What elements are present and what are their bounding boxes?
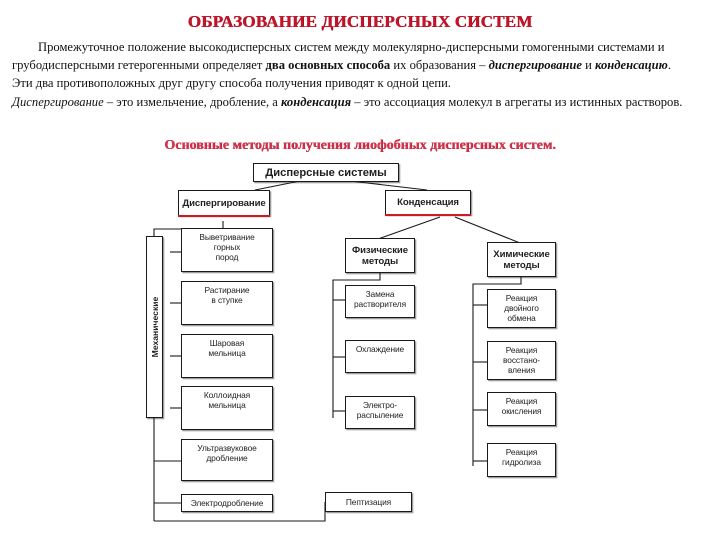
right-item-1-line3: вления (507, 365, 536, 375)
mechanical-label-text: Механические (149, 296, 160, 358)
node-left-item-4[interactable] (181, 439, 273, 481)
node-right-item-2[interactable] (487, 392, 556, 426)
mid-item-0-line1: Замена (365, 289, 395, 299)
node-left-item-2[interactable] (181, 334, 273, 378)
p1-bold: два основных способа (265, 58, 391, 73)
mid-item-1-lines (352, 344, 408, 354)
left-item-4-line2: дробление (206, 453, 248, 463)
chemical-methods-line2: методы (503, 259, 540, 271)
p1-part-a: Промежуточное положение высокодисперсных систем между молекулярно-дисперсными гомогенными системами и грубодисперсными гетерогенными определяет (12, 40, 665, 73)
mid-item-0-line2: растворителя (353, 299, 407, 309)
node-chemical-methods[interactable] (487, 242, 556, 277)
right-item-3-line2: гидролиза (502, 457, 541, 467)
right-item-0-line3: обмена (507, 313, 536, 323)
physical-methods-lines (348, 245, 412, 267)
node-dispergirovanie[interactable] (178, 190, 270, 216)
p3-italic-kondensaciya: конденсация (281, 94, 352, 109)
right-item-1-line1: Реакция (505, 345, 538, 355)
left-item-0-line1: Выветривание (199, 232, 255, 242)
right-item-1-line2: восстано- (503, 355, 540, 365)
node-left-item-1[interactable] (181, 281, 273, 325)
left-item-3-line1: Коллоидная (203, 390, 251, 400)
node-dispersed-systems[interactable] (253, 163, 399, 182)
mid-item-2-line1: Электро- (362, 400, 398, 410)
paragraph-2: Эти два противоположных друг другу способа получения приводят к одной цепи. (12, 76, 451, 91)
right-item-2-lines (498, 396, 546, 416)
chemical-methods-line1: Химические (493, 248, 550, 260)
node-left-item-0[interactable] (181, 228, 273, 272)
left-item-5-line1: Электродробление (190, 498, 264, 508)
right-item-3-lines (498, 447, 545, 467)
node-mid-item-1[interactable] (345, 340, 415, 373)
right-item-0-line1: Реакция (505, 293, 538, 303)
node-right-item-1[interactable] (487, 341, 556, 380)
p1-part-b: их образования – (390, 58, 489, 73)
p3-italic-dispergirovanie: Диспергирование (12, 94, 104, 109)
left-item-4-lines (193, 443, 260, 463)
right-item-2-line1: Реакция (505, 396, 538, 406)
mid-item-0-lines (350, 289, 410, 309)
p1-italic-kondensaciyu: конденсацию (595, 58, 668, 73)
left-item-3-line2: мельница (208, 400, 246, 410)
node-mechanical-vertical-label[interactable] (146, 236, 163, 418)
node-left-item-3[interactable] (181, 386, 273, 430)
node-right-item-0[interactable] (487, 289, 556, 328)
left-item-1-line1: Растирание (204, 285, 250, 295)
right-item-1-lines (499, 345, 544, 375)
node-peptization[interactable] (325, 492, 412, 512)
node-kondensaciya-label: Конденсация (397, 197, 459, 208)
node-mid-item-0[interactable] (345, 285, 415, 318)
node-right-item-3[interactable] (487, 443, 556, 477)
node-mid-item-2[interactable] (345, 396, 415, 429)
page-title: ОБРАЗОВАНИЕ ДИСПЕРСНЫХ СИСТЕМ (187, 12, 533, 31)
left-item-3-lines (200, 390, 254, 410)
left-item-0-line2: горных (213, 242, 241, 252)
kondensaciya-accent-underline (385, 214, 471, 216)
node-peptization-label: Пептизация (345, 497, 392, 507)
node-physical-methods[interactable] (345, 238, 415, 273)
section-subtitle: Основные методы получения лиофобных дисперсных систем. (164, 138, 556, 153)
left-item-1-lines (201, 285, 254, 305)
left-item-0-lines (195, 232, 258, 262)
mid-item-2-lines (353, 400, 408, 420)
p1-part-c: и (582, 58, 596, 73)
left-item-4-line1: Ультразвуковое (197, 443, 257, 453)
left-item-2-line2: мельница (208, 348, 246, 358)
dispergirovanie-accent-underline (178, 215, 270, 217)
p3-part-a: – это измельчение, дробление, а (103, 94, 282, 109)
node-left-item-5[interactable] (181, 494, 273, 512)
right-item-3-line1: Реакция (505, 447, 538, 457)
physical-methods-line2: методы (361, 255, 399, 267)
right-item-2-line2: окисления (501, 406, 542, 416)
right-item-0-lines (500, 293, 543, 323)
right-item-0-line2: двойного (504, 303, 539, 313)
p1-part-d: . (667, 58, 671, 73)
p1-italic-dispergirovanie: диспергирование (488, 58, 582, 73)
left-item-0-line3: пород (215, 252, 239, 262)
chemical-methods-lines (489, 249, 553, 271)
node-dispergirovanie-label: Диспергирование (182, 197, 266, 209)
left-item-2-lines (204, 338, 249, 358)
left-item-1-line2: в ступке (211, 295, 243, 305)
p3-part-b: – это ассоциация молекул в агрегаты из истинных растворов. (351, 94, 683, 109)
node-dispersed-systems-label: Дисперсные системы (265, 166, 387, 179)
physical-methods-line1: Физические (352, 244, 408, 256)
node-kondensaciya[interactable] (385, 190, 471, 215)
mid-item-2-line2: распыление (356, 410, 404, 420)
left-item-2-line1: Шаровая (209, 338, 245, 348)
mid-item-1-line1: Охлаждение (355, 344, 405, 354)
